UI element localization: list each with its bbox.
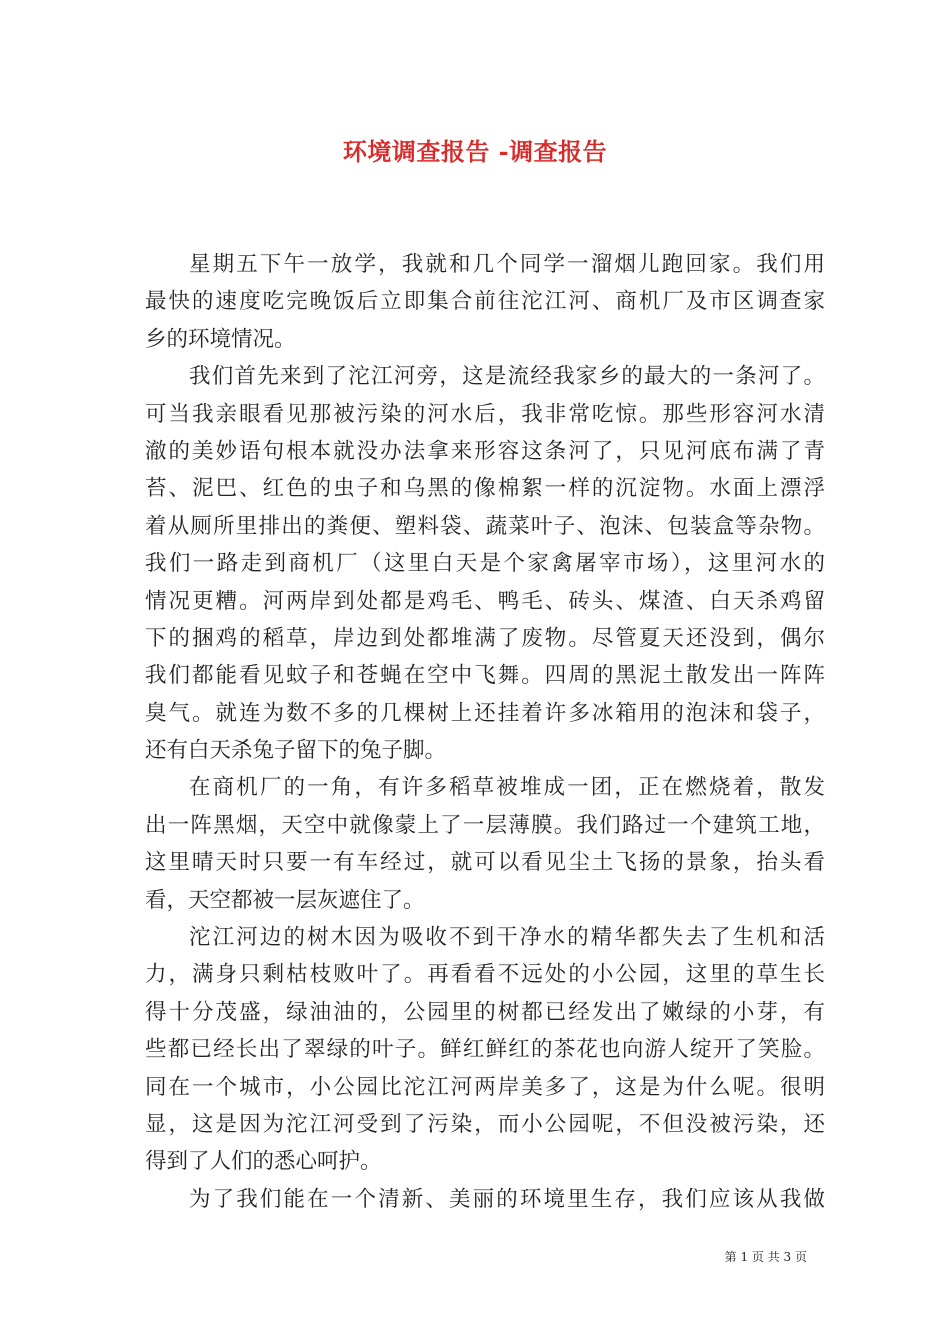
body-text-line: 苔、泥巴、红色的虫子和乌黑的像棉絮一样的沉淀物。水面上漂浮 [145,476,825,502]
body-text-line: 为了我们能在一个清新、美丽的环境里生存，我们应该从我做 [189,1186,825,1212]
body-text-line: 可当我亲眼看见那被污染的河水后，我非常吃惊。那些形容河水清 [145,401,825,427]
body-text-line: 力，满身只剩枯枝败叶了。再看看不远处的小公园，这里的草生长 [145,962,825,988]
body-text-line: 我们都能看见蚊子和苍蝇在空中飞舞。四周的黑泥土散发出一阵阵 [145,663,825,689]
document-body [145,246,825,1218]
body-text-line: 得十分茂盛，绿油油的，公园里的树都已经发出了嫩绿的小芽，有 [145,999,825,1025]
body-text-line: 沱江河边的树木因为吸收不到干净水的精华都失去了生机和活 [189,925,825,951]
body-text-line: 臭气。就连为数不多的几棵树上还挂着许多冰箱用的泡沫和袋子， [145,700,825,726]
body-text-line: 星期五下午一放学，我就和几个同学一溜烟儿跑回家。我们用 [189,252,825,277]
body-text-line: 情况更糟。河两岸到处都是鸡毛、鸭毛、砖头、煤渣、白天杀鸡留 [145,588,825,614]
body-text-line: 着从厕所里排出的粪便、塑料袋、蔬菜叶子、泡沫、包装盒等杂物。 [145,513,825,539]
body-text-line: 些都已经长出了翠绿的叶子。鲜红鲜红的茶花也向游人绽开了笑脸。 [145,1037,825,1063]
body-text-line: 澈的美妙语句根本就没办法拿来形容这条河了，只见河底布满了青 [145,438,825,464]
body-text-line: 得到了人们的悉心呵护。 [145,1149,382,1175]
body-text-line: 看，天空都被一层灰遮住了。 [145,887,425,913]
body-text-line: 这里晴天时只要一有车经过，就可以看见尘土飞扬的景象，抬头看 [145,850,825,876]
body-text-line: 我们首先来到了沱江河旁，这是流经我家乡的最大的一条河了。 [189,364,825,390]
body-text-line: 乡的环境情况。 [145,326,296,352]
body-text-line: 出一阵黑烟，天空中就像蒙上了一层薄膜。我们路过一个建筑工地， [145,812,825,838]
document-title: 环境调查报告 -调查报告 [342,137,608,166]
body-text-line: 显，这是因为沱江河受到了污染，而小公园呢，不但没被污染，还 [145,1111,825,1137]
body-text-line: 同在一个城市，小公园比沱江河两岸美多了，这是为什么呢。很明 [145,1074,825,1100]
body-text-line: 我们一路走到商机厂（这里白天是个家禽屠宰市场），这里河水的 [145,551,825,577]
body-text-line: 还有白天杀兔子留下的兔子脚。 [145,738,447,764]
body-text-line: 在商机厂的一角，有许多稻草被堆成一团，正在燃烧着，散发 [189,775,825,801]
body-text-line: 最快的速度吃完晚饭后立即集合前往沱江河、商机厂及市区调查家 [145,289,825,315]
page-number-footer: 第 1 页 共 3 页 [724,1250,807,1264]
body-text-line: 下的捆鸡的稻草，岸边到处都堆满了废物。尽管夏天还没到，偶尔 [145,625,825,651]
